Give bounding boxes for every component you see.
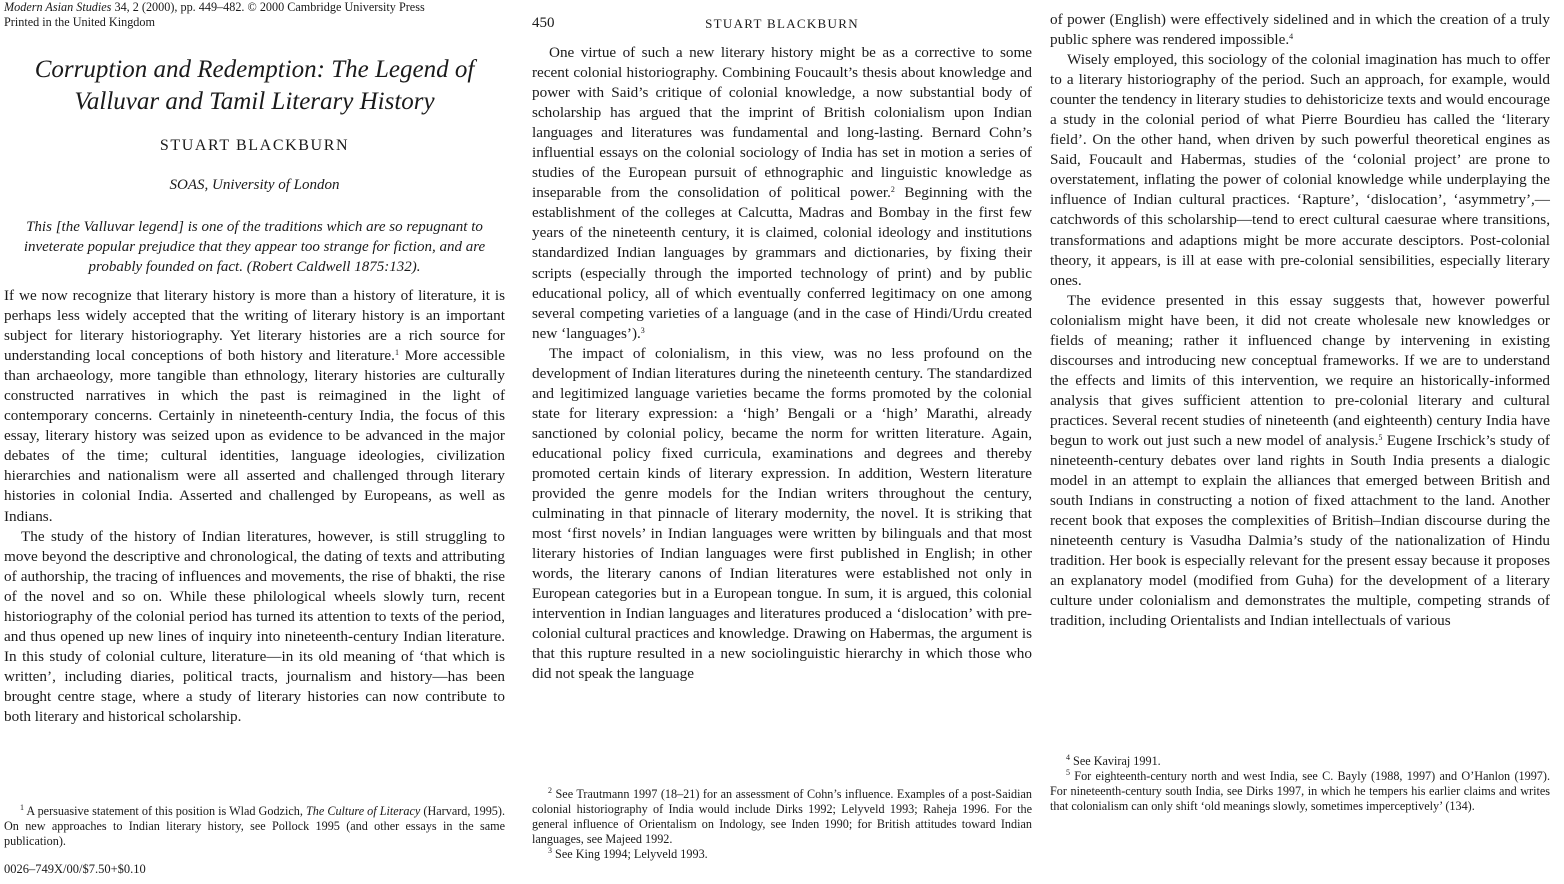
footnotes xyxy=(4,804,505,849)
body-text xyxy=(532,43,1032,685)
footnote: $^2$ See Trautmann 1997 (18–21) for an assessment of Cohn’s influence. Examples of a post-Saidian colonial historiography of India would include Dirks 1992; Lelyveld 1993; Raheja 1996. For the general influence of Orientalism on Indology, see Inden 1990; for British attitudes toward Indian languages, see Majeed 1992. xyxy=(532,786,1032,846)
footnote-ref[interactable]: 1 xyxy=(394,348,399,358)
footnote: $^4$ See Kaviraj 1991. xyxy=(1066,753,1161,768)
journal-header xyxy=(4,0,524,30)
paragraph: The evidence presented in this essay suggests that, however powerful colonialism might have been, it did not create wholesale new knowledges or fields of meaning; rather it influenced change by intervening in existing discourses and introducing new conceptual frameworks. If we are to understand the effects and limits of this intervention, we require an historically-informed analysis that gives sufficient attention to pre-colonial literary and cultural practices. Several recent studies of nineteenth (and eighteenth) century India have begun to work out just such a new model of analysis.$^5$ Eugene Irschick’s study of nineteenth-century debates over land rights in South India presents a dialogic model in an attempt to explain the alliances that emerged between British and south Indians in constructing a notion of fixed attachment to the land. Another recent book that exposes the complexities of British–Indian discourse during the nineteenth century is Vasudha Dalmia’s study of the nationalization of Hindu tradition. Her book is especially relevant for the present essay because it proposes an explanatory model (modified from Guha) for the development of a literary culture under colonialism and demonstrates the multiple, competing strands of tradition, including Orientalists and Indian intellectuals of various xyxy=(1050,291,1550,630)
page-number: 450 xyxy=(532,15,555,31)
footnote: $^5$ For eighteenth-century north and west India, see C. Bayly (1988, 1997) and O’Hanlon (1997). For nineteenth-century south India, see Dirks 1997, in which he tempers his earlier claims and writes that colonialism can only shift ‘old meanings slowly, sometimes imperceptively’ (134). xyxy=(1050,768,1550,813)
footnotes xyxy=(532,787,1032,862)
body-text xyxy=(1050,10,1550,631)
footnote: $^1$ A persuasive statement of this position is Wlad Godzich, The Culture of Literacy (Harvard, 1995). On new approaches to Indian literary history, see Pollock 1995 (and other essays in the same publication). xyxy=(4,803,505,848)
author-affiliation: SOAS, University of London xyxy=(169,177,340,193)
paragraph: One virtue of such a new literary history might be as a corrective to some recent colonial historiography. Combining Foucault’s thesis about knowledge and power with Said’s critique of colonial knowledge, a now substantial body of scholarship has argued that the imprint of British colonialism upon Indian languages and literatures was fundamental and long-lasting. Bernard Cohn’s influential essays on the colonial sociology of India has set in motion a series of studies of the European pursuit of ethnographic and linguistic knowledge as inseparable from the consolidation of political power.$^2$ Beginning with the establishment of the colleges at Calcutta, Madras and Bombay in the first few years of the nineteenth century, it is claimed, colonial ideology and institutions standardized Indian languages by grammars and dictionaries, by fixing their scripts (especially through the imported technology of print) and by public educational policy, all of which eventually conferred legitimacy on one among several competing varieties of a language (and in the case of Hindi/Urdu created new ‘languages’).$^3$ xyxy=(532,44,1032,342)
footnote-ref[interactable]: 3 xyxy=(640,325,645,335)
author-name: STUART BLACKBURN xyxy=(159,137,350,154)
issn-line: 0026–749X/00/$7.50+$0.10 xyxy=(4,862,146,876)
paragraph: of power (English) were effectively sidelined and in which the creation of a truly public sphere was rendered impossible.$^4$ xyxy=(1050,11,1550,49)
printed-in: Printed in the United Kingdom xyxy=(4,15,155,29)
journal-citation: Modern Asian Studies 34, 2 (2000), pp. 449–482. © 2000 Cambridge University Press xyxy=(4,0,425,14)
footnotes xyxy=(1050,754,1550,814)
footnote: $^3$ See King 1994; Lelyveld 1993. xyxy=(548,846,708,861)
body-text xyxy=(4,286,505,727)
paragraph: If we now recognize that literary history is more than a history of literature, it is perhaps less widely accepted that the writing of literary history is an important subject for literary historiography. Yet literary histories are a rich source for understanding local conceptions of both history and literature.$^1$ More accessible than archaeology, more tangible than ethnology, literary histories are culturally constructed narratives in which the past is reimagined in the light of contemporary concerns. Certainly in nineteenth-century India, the focus of this essay, literary history was seized upon as evidence to be advanced in the major debates of the time; cultural identities, language ideologies, civilization hierarchies and nationalism were all asserted and challenged through literary histories in colonial India. Asserted and challenged by Europeans, as well as Indians. xyxy=(4,287,505,525)
epigraph: This [the Valluvar legend] is one of the traditions which are so repugnant to inveterate popular prejudice that they appear too strange for fiction, and are probably founded on fact. (Robert Caldwell 1875:132). xyxy=(23,219,486,275)
article-title: Corruption and Redemption: The Legend of Valluvar and Tamil Literary History xyxy=(34,56,475,115)
footnote-ref[interactable]: 4 xyxy=(1289,32,1294,42)
paragraph: Wisely employed, this sociology of the colonial imagination has much to offer to a literary historiography of the period. Such an approach, for example, would counter the tendency in literary studies to dehistoricize texts and would encourage a study in the colonial period of what Pierre Bourdieu has called the ‘literary field’. On the other hand, when driven by such powerful theoretical engines as Said, Foucault and Habermas, studies of the ‘colonial project’ are prone to overstatement, inflating the power of colonial knowledge while underplaying the influence of Indian cultural practices. ‘Rapture’, ‘dislocation’, ‘asymmetry’,—catchwords of this scholarship—tend to erect cultural caesurae where transitions, transformations and adaptions might be more accurate desciptors. Post-colonial theory, it appears, is ill at ease with pre-colonial sensibilities, especially literary ones. xyxy=(1050,51,1550,289)
running-head: STUART BLACKBURN xyxy=(705,16,859,31)
paragraph: The study of the history of Indian literatures, however, is still struggling to move beyond the descriptive and chronological, the dating of texts and attributing of authorship, the tracing of influences and movements, the rise of bhakti, the rise of the novel and so on. While these philological wheels slowly turn, recent historiography of the colonial period has turned its attention to texts of the period, and thus opened up new lines of inquiry into nineteenth-century Indian literature. In this study of colonial culture, literature—in its old meaning of ‘that which is written’, including diaries, political tracts, journalism and history—has been brought centre stage, where a study of literary histories can now contribute to both literary and historical scholarship. xyxy=(4,527,505,725)
footnote-ref[interactable]: 2 xyxy=(890,185,895,195)
paragraph: The impact of colonialism, in this view, was no less profound on the development of Indian literatures during the nineteenth century. The standardized and legitimized language varieties became the forms promoted by the colonial state for literary expression: a ‘high’ Bengali or a ‘high’ Marathi, already sanctioned by colonial policy, became the norm for written literature. Again, educational policy fixed curricula, examinations and degrees and thereby promoted certain kinds of literary expression. In addition, Western literature provided the genre models for the Indian writers throughout the century, culminating in that pinnacle of literary modernity, the novel. It is striking that most ‘first novels’ in Indian languages were written by bilinguals and that most literary histories of Indian languages were first published in English; in other words, the literary canons of Indian literatures were established not only in European categories but in a European tongue. In sum, it is argued, this colonial intervention in Indian languages and literatures produced a ‘dislocation’ with pre-colonial cultural practices and knowledge. Drawing on Habermas, the argument is that this rupture resulted in a new sociolinguistic hierarchy in which those who did not speak the language xyxy=(532,344,1032,683)
footnote-ref[interactable]: 5 xyxy=(1378,432,1383,442)
